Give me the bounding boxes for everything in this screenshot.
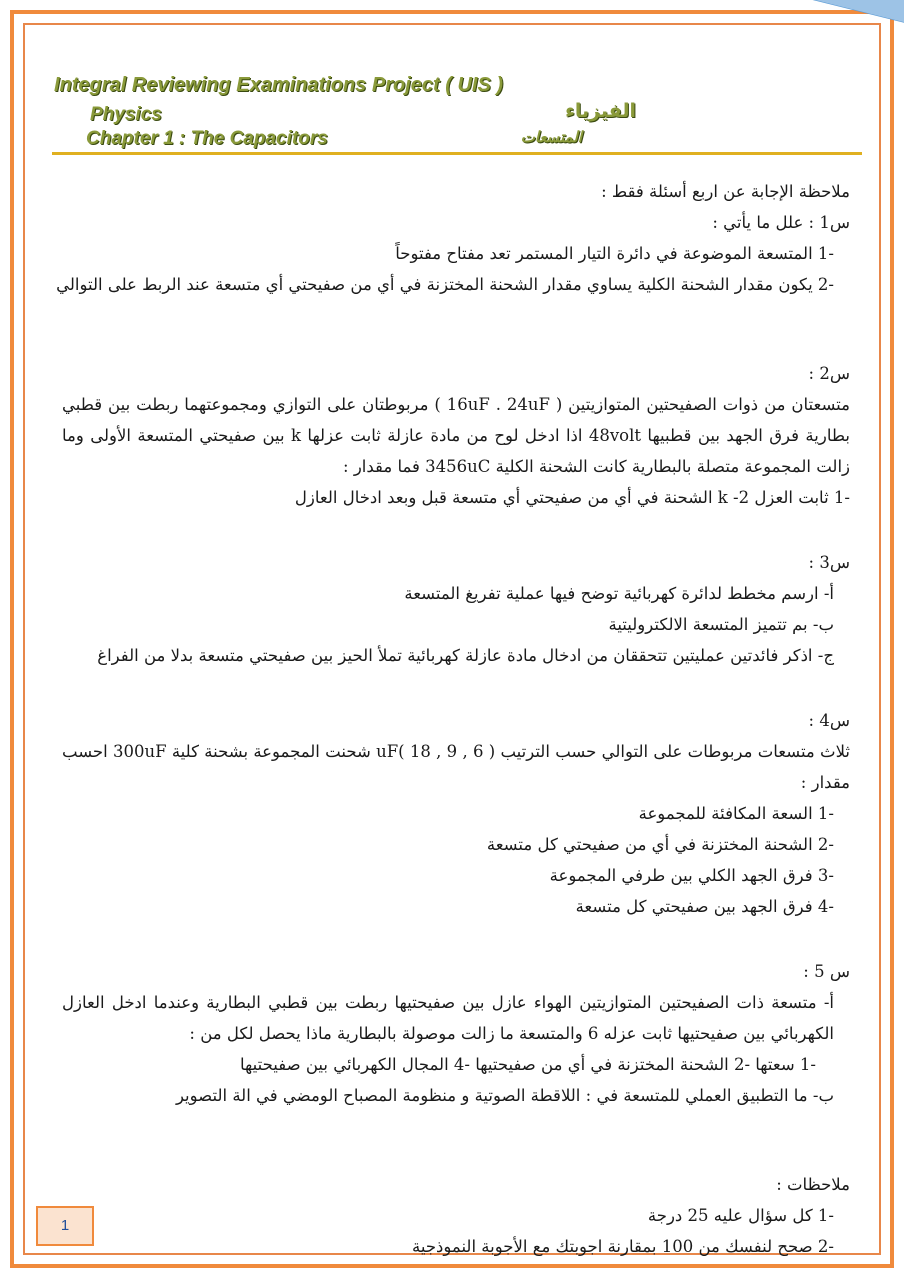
q3-item: أ- ارسم مخطط لدائرة كهربائية توضح فيها عملية تفريغ المتسعة: [404, 584, 834, 603]
exam-content: [56, 176, 851, 1262]
q4-item: -1 السعة المكافئة للمجموعة: [638, 804, 834, 823]
q3-item: ج- اذكر فائدتين عمليتين تتحققان من ادخال مادة عازلة كهربائية تملأ الحيز بين صفيحتي متسعة بدلا من الفراغ: [97, 646, 834, 665]
q3-label: س3 :: [808, 553, 850, 572]
q4-item: -2 الشحنة المختزنة في أي من صفيحتي كل متسعة: [486, 835, 834, 854]
q5-part-a-items: -1 سعتها -2 الشحنة المختزنة في أي من صفيحتيها -4 المجال الكهربائي بين صفيحتيها: [240, 1055, 816, 1074]
q5-label: س 5 :: [803, 962, 850, 981]
notes-item: -2 صحح لنفسك من 100 بمقارنة اجوبتك مع الأجوبة النموذجية: [412, 1237, 834, 1256]
q1-item: -2 يكون مقدار الشحنة الكلية يساوي مقدار الشحنة المختزنة في أي من صفيحتي أي متسعة عند الربط على التوالي: [56, 275, 834, 294]
q2-text: متسعتان من ذوات الصفيحتين المتوازيتين ( 16uF . 24uF ) مربوطتان على التوازي ومجموعتهما ربطت بين قطبي بطارية فرق الجهد بين قطبيها 48volt اذا ادخل لوح من مادة عازلة ثابت عزلها k بين صفيحتي المتسعة الأولى وما زالت المجموعة متصلة بالبطارية كانت الشحنة الكلية 3456uC فما مقدار :: [62, 395, 850, 476]
project-title: Integral Reviewing Examinations Project ( UIS ): [54, 74, 503, 96]
q4-text: ثلاث متسعات مربوطات على التوالي حسب الترتيب uF( 18 , 9 , 6 ) شحنت المجموعة بشحنة كلية 300uF احسب مقدار :: [62, 742, 851, 792]
chapter-title-ar: المتسعات: [520, 128, 582, 146]
q3-item: ب- بم تتميز المتسعة الالكتروليتية: [608, 615, 834, 634]
subject-title-en: Physics: [90, 104, 162, 125]
q1-item: -1 المتسعة الموضوعة في دائرة التيار المستمر تعد مفتاح مفتوحاً: [395, 244, 834, 263]
q4-label: س4 :: [808, 711, 850, 730]
q1-label: س1 : علل ما يأتي :: [712, 213, 850, 232]
q5-part-b: ب- ما التطبيق العملي للمتسعة في : اللاقطة الصوتية و منظومة المصباح الومضي في الة التصوير: [175, 1086, 834, 1105]
q4-item: -4 فرق الجهد بين صفيحتي كل متسعة: [575, 897, 834, 916]
header-divider: [52, 152, 862, 155]
q5-part-a: أ- متسعة ذات الصفيحتين المتوازيتين الهواء عازل بين صفيحتيها ربطت بين قطبي البطارية وعندما ادخل العازل الكهربائي بين صفيحتيها ثابت عزله 6 والمتسعة ما زالت موصولة بالبطارية ماذا يحصل لكل من :: [62, 993, 834, 1043]
notes-label: ملاحظات :: [776, 1175, 850, 1194]
q4-item: -3 فرق الجهد الكلي بين طرفي المجموعة: [549, 866, 834, 885]
notes-item: -1 كل سؤال عليه 25 درجة: [647, 1206, 834, 1225]
q2-label: س2 :: [808, 364, 850, 383]
page-number: 1: [36, 1206, 94, 1246]
chapter-title-en: Chapter 1 : The Capacitors: [86, 128, 328, 149]
q2-items: -1 ثابت العزل k -2 الشحنة في أي من صفيحتي أي متسعة قبل وبعد ادخال العازل: [294, 488, 850, 507]
corner-decoration: [604, 0, 904, 80]
subject-title-ar: الفيزياء: [565, 100, 636, 122]
note-intro: ملاحظة الإجابة عن اربع أسئلة فقط :: [601, 182, 850, 201]
